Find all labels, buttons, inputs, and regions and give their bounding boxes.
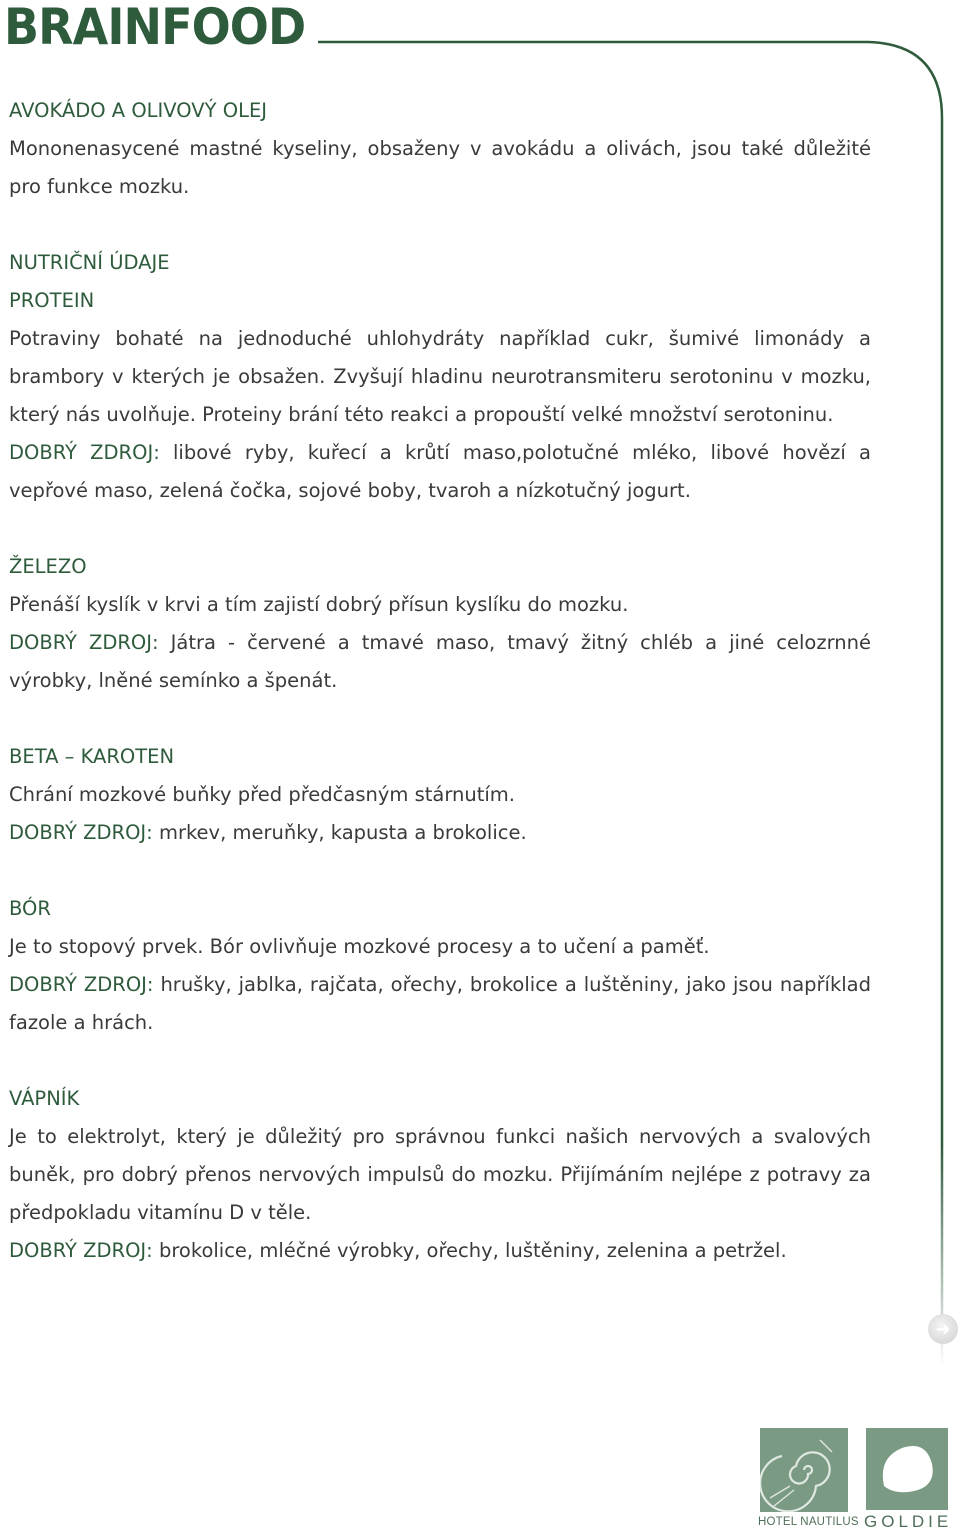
- section-text-beta: Chrání mozkové buňky před předčasným stárnutím.: [9, 783, 515, 806]
- section-heading-protein: PROTEIN: [9, 289, 95, 312]
- nautilus-logo-text: HOTEL NAUTILUS: [758, 1516, 859, 1528]
- section-text-bor: Je to stopový prvek. Bór ovlivňuje mozkové procesy a to učení a paměť.: [9, 935, 710, 958]
- source-text: mrkev, meruňky, kapusta a brokolice.: [152, 821, 527, 844]
- section-heading-avokado: AVOKÁDO A OLIVOVÝ OLEJ: [9, 99, 268, 122]
- section-source-bor: [9, 966, 871, 1042]
- page-title: BRAINFOOD: [4, 0, 306, 56]
- section-text-zelezo: Přenáší kyslík v krvi a tím zajistí dobrý přísun kyslíku do mozku.: [9, 593, 629, 616]
- source-label: DOBRÝ ZDROJ:: [9, 631, 159, 654]
- source-label: DOBRÝ ZDROJ:: [9, 973, 154, 996]
- source-text: Játra - červené a tmavé maso, tmavý žitný chléb a jiné celozrnné výrobky, lněné semínko a špenát.: [9, 631, 871, 692]
- source-text: libové ryby, kuřecí a krůtí maso,polotučné mléko, libové hovězí a vepřové maso, zelená čočka, sojové boby, tvaroh a nízkotučný jogurt.: [9, 441, 872, 502]
- goldie-logo-icon: [866, 1428, 948, 1510]
- source-label: DOBRÝ ZDROJ:: [9, 1239, 153, 1262]
- section-heading-beta: BETA – KAROTEN: [9, 745, 175, 768]
- source-label: DOBRÝ ZDROJ:: [9, 441, 160, 464]
- section-text-vapnik: Je to elektrolyt, který je důležitý pro správnou funkci našich nervových a svalových buněk, pro dobrý přenos nervových impulsů do mozku. Přijímáním nejlépe z potravy za předpokladu vitamínu D v těle.: [9, 1125, 871, 1224]
- nutrition-heading: NUTRIČNÍ ÚDAJE: [9, 251, 170, 274]
- source-label: DOBRÝ ZDROJ:: [9, 821, 153, 844]
- section-text-protein: Potraviny bohaté na jednoduché uhlohydráty například cukr, šumivé limonády a brambory v kterých je obsažen. Zvyšují hladinu neurotransmiteru serotoninu v mozku, který nás uvolňuje. Proteiny brání této reakci a propouští velké množství serotoninu.: [9, 327, 871, 426]
- section-heading-zelezo: ŽELEZO: [9, 555, 87, 578]
- goldie-logo-text: GOLDIE: [864, 1512, 953, 1531]
- source-text: brokolice, mléčné výrobky, ořechy, luštěniny, zelenina a petržel.: [152, 1239, 787, 1262]
- arrow-right-icon[interactable]: ➜: [928, 1314, 958, 1344]
- section-text-avokado: Mononenasycené mastné kyseliny, obsaženy v avokádu a olivách, jsou také důležité pro funkce mozku.: [9, 137, 871, 198]
- section-heading-bor: BÓR: [9, 897, 51, 920]
- section-source-beta: [9, 814, 871, 852]
- section-source-vapnik: [9, 1232, 871, 1270]
- source-text: hrušky, jablka, rajčata, ořechy, brokolice a luštěniny, jako jsou například fazole a hrách.: [9, 973, 871, 1034]
- section-source-protein: [9, 434, 871, 510]
- content: [9, 92, 871, 1270]
- section-source-zelezo: [9, 624, 871, 700]
- section-heading-vapnik: VÁPNÍK: [9, 1087, 80, 1110]
- nautilus-logo-icon: [760, 1428, 848, 1512]
